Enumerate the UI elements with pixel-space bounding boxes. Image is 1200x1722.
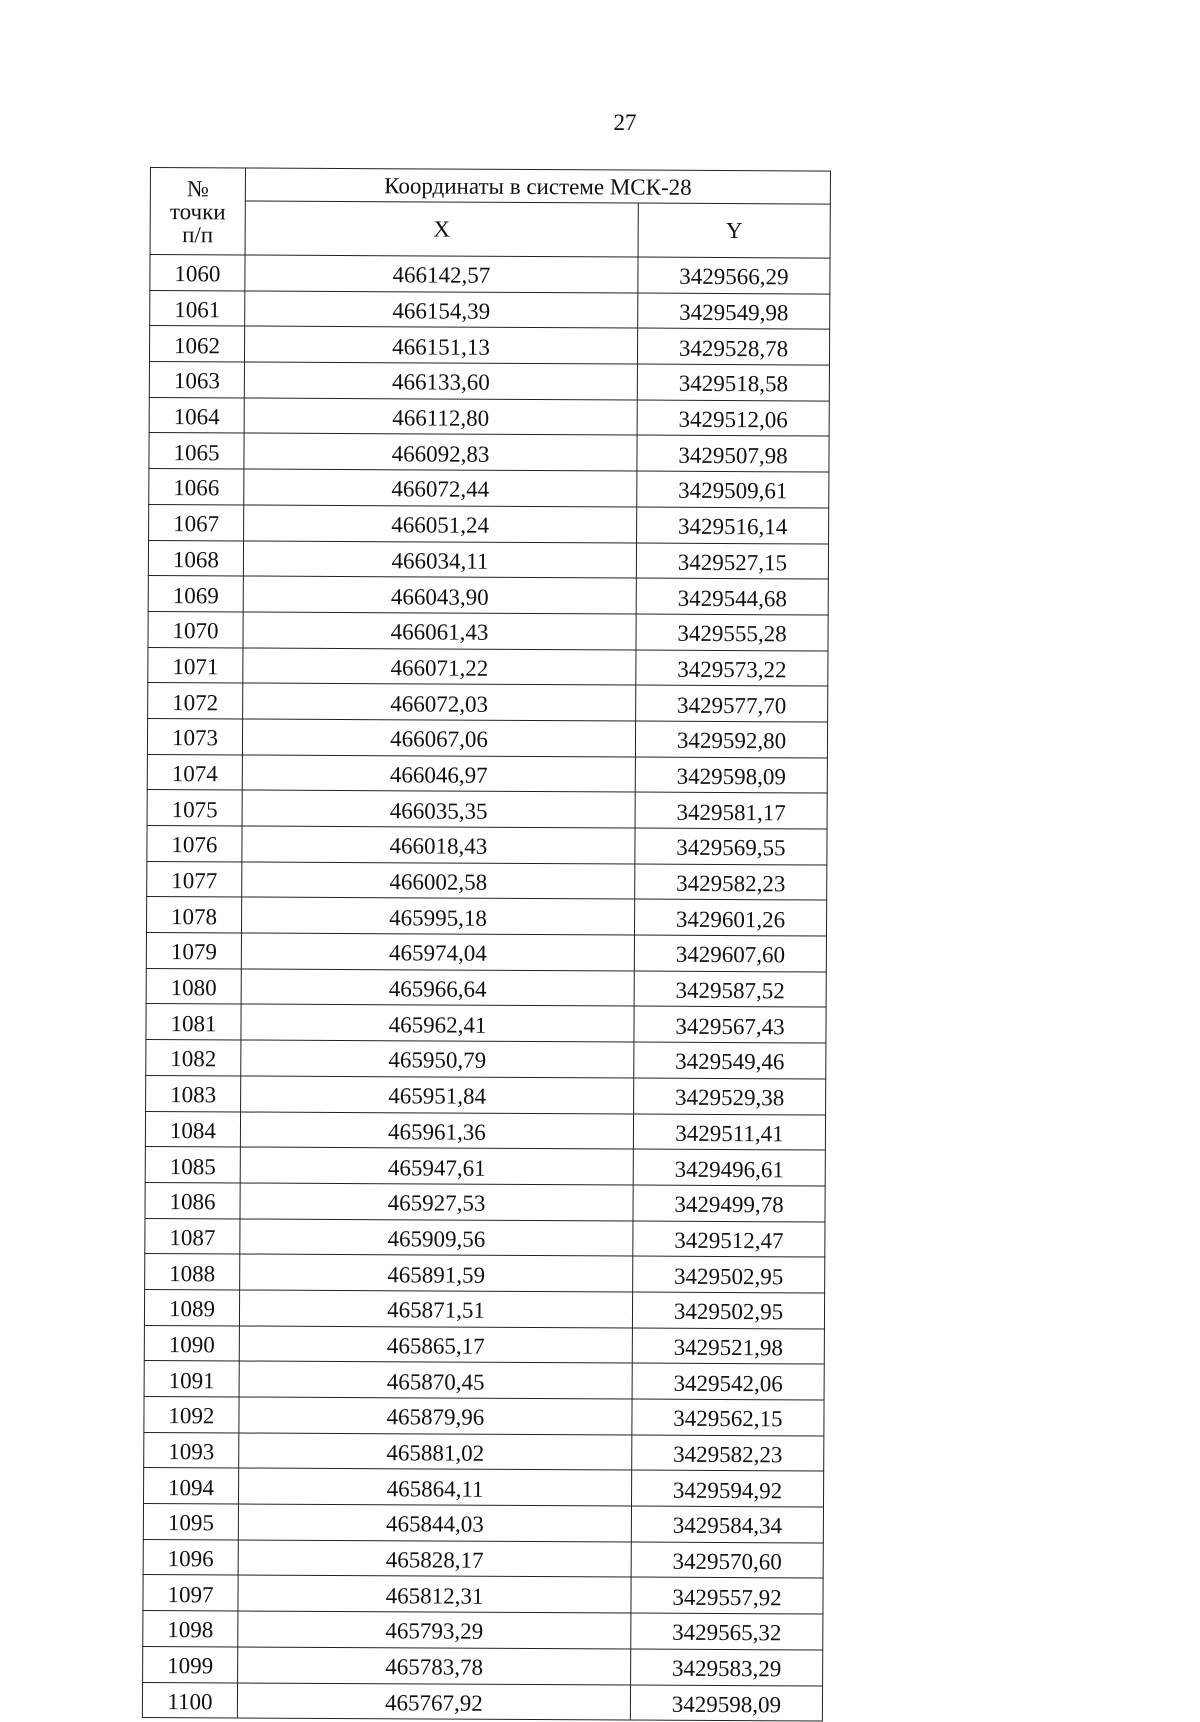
point-number-cell: 1098 (143, 1611, 238, 1647)
x-coordinate-cell: 465828,17 (238, 1540, 631, 1578)
y-coordinate-cell: 3429511,41 (633, 1114, 825, 1151)
x-coordinate-cell: 465767,92 (237, 1682, 630, 1720)
table-row (143, 1504, 823, 1543)
point-number-header-line-1: № (186, 175, 209, 201)
point-number-cell: 1096 (143, 1539, 238, 1575)
point-number-cell: 1077 (147, 861, 242, 897)
table-row (144, 1289, 824, 1328)
point-number-header-line-3: п/п (182, 221, 214, 247)
x-coordinate-cell: 466071,22 (243, 648, 636, 686)
point-number-cell: 1078 (146, 897, 241, 933)
point-number-header-line-2: точки (169, 198, 226, 224)
y-coordinate-cell: 3429528,78 (637, 328, 829, 365)
x-column-header: X (245, 201, 638, 257)
table-row (145, 1254, 825, 1293)
x-coordinate-cell: 465870,45 (239, 1361, 632, 1399)
table-row (149, 362, 829, 401)
x-coordinate-cell: 466018,43 (242, 826, 635, 864)
table-row (150, 290, 830, 329)
y-coordinate-cell: 3429592,80 (635, 721, 827, 758)
y-coordinate-cell: 3429521,98 (632, 1328, 824, 1365)
y-coordinate-cell: 3429502,95 (633, 1256, 825, 1293)
y-coordinate-cell: 3429567,43 (634, 1006, 826, 1043)
x-coordinate-cell: 465947,61 (240, 1147, 633, 1185)
x-coordinate-cell: 465812,31 (238, 1575, 631, 1613)
y-coordinate-cell: 3429555,28 (636, 614, 828, 651)
x-coordinate-cell: 465951,84 (241, 1076, 634, 1114)
x-coordinate-cell: 466035,35 (242, 790, 635, 828)
point-number-cell: 1089 (144, 1289, 239, 1325)
x-coordinate-cell: 465927,53 (240, 1183, 633, 1221)
table-row (143, 1575, 823, 1614)
table-row (147, 861, 827, 900)
table-row (144, 1468, 824, 1507)
x-coordinate-cell: 465879,96 (239, 1397, 632, 1435)
point-number-cell: 1085 (145, 1147, 240, 1183)
point-number-cell: 1087 (145, 1218, 240, 1254)
x-coordinate-cell: 465871,51 (239, 1290, 632, 1328)
y-coordinate-cell: 3429507,98 (637, 435, 829, 472)
point-number-cell: 1074 (147, 754, 242, 790)
y-coordinate-cell: 3429565,32 (631, 1613, 823, 1650)
y-coordinate-cell: 3429518,58 (637, 364, 829, 401)
x-coordinate-cell: 466067,06 (242, 719, 635, 757)
table-row (148, 683, 828, 722)
y-coordinate-cell: 3429549,46 (634, 1042, 826, 1079)
table-row (145, 1111, 825, 1150)
point-number-cell: 1068 (148, 540, 243, 576)
y-coordinate-cell: 3429566,29 (638, 257, 830, 294)
table-row (147, 754, 827, 793)
page-number: 27 (613, 110, 637, 135)
table-row (145, 1182, 825, 1221)
x-coordinate-cell: 466043,90 (243, 576, 636, 614)
table-row (148, 576, 828, 615)
x-coordinate-cell: 466061,43 (243, 612, 636, 650)
table-row (145, 1147, 825, 1186)
table-row (145, 1218, 825, 1257)
x-coordinate-cell: 465950,79 (241, 1040, 634, 1078)
y-coordinate-cell: 3429529,38 (634, 1078, 826, 1115)
x-coordinate-cell: 466072,03 (243, 683, 636, 721)
table-row (144, 1432, 824, 1471)
x-coordinate-cell: 466133,60 (244, 362, 637, 400)
y-coordinate-cell: 3429587,52 (634, 971, 826, 1008)
x-coordinate-cell: 465844,03 (238, 1504, 631, 1542)
table-row (143, 1611, 823, 1650)
x-coordinate-cell: 465966,64 (241, 969, 634, 1007)
point-number-cell: 1100 (142, 1682, 237, 1718)
table-row (150, 255, 830, 294)
x-coordinate-cell: 466142,57 (245, 255, 638, 293)
x-coordinate-cell: 466154,39 (245, 291, 638, 329)
point-number-cell: 1082 (146, 1040, 241, 1076)
x-coordinate-cell: 465909,56 (240, 1219, 633, 1257)
point-number-cell: 1072 (148, 683, 243, 719)
y-coordinate-cell: 3429598,09 (630, 1685, 822, 1722)
table-row (144, 1396, 824, 1435)
table-row (146, 933, 826, 972)
x-coordinate-cell: 465961,36 (240, 1111, 633, 1149)
table-row (149, 433, 829, 472)
table-row (146, 897, 826, 936)
x-coordinate-cell: 466112,80 (244, 398, 637, 436)
y-coordinate-cell: 3429598,09 (635, 757, 827, 794)
coordinates-table (142, 167, 831, 1722)
table-row (146, 1004, 826, 1043)
point-number-cell: 1069 (148, 576, 243, 612)
y-coordinate-cell: 3429569,55 (635, 828, 827, 865)
table-row (146, 1075, 826, 1114)
point-number-cell: 1079 (146, 933, 241, 969)
x-coordinate-cell: 465891,59 (240, 1254, 633, 1292)
point-number-cell: 1076 (147, 825, 242, 861)
table-row (146, 968, 826, 1007)
y-coordinate-cell: 3429607,60 (634, 935, 826, 972)
y-coordinate-cell: 3429594,92 (631, 1470, 823, 1507)
y-coordinate-cell: 3429570,60 (631, 1542, 823, 1579)
point-number-header (150, 168, 245, 255)
point-number-cell: 1080 (146, 968, 241, 1004)
y-coordinate-cell: 3429512,06 (637, 400, 829, 437)
point-number-cell: 1075 (147, 790, 242, 826)
table-row (143, 1539, 823, 1578)
x-coordinate-cell: 465974,04 (241, 933, 634, 971)
x-coordinate-cell: 466072,44 (244, 469, 637, 507)
y-coordinate-cell: 3429582,23 (632, 1435, 824, 1472)
y-column-header: Y (638, 203, 830, 258)
y-coordinate-cell: 3429512,47 (633, 1221, 825, 1258)
point-number-cell: 1067 (149, 504, 244, 540)
x-coordinate-cell: 465864,11 (239, 1468, 632, 1506)
x-coordinate-cell: 465962,41 (241, 1004, 634, 1042)
point-number-cell: 1086 (145, 1182, 240, 1218)
point-number-cell: 1095 (143, 1504, 238, 1540)
y-coordinate-cell: 3429549,98 (638, 293, 830, 330)
y-coordinate-cell: 3429499,78 (633, 1185, 825, 1222)
x-coordinate-cell: 466002,58 (242, 862, 635, 900)
point-number-cell: 1061 (150, 290, 245, 326)
table-row (149, 326, 829, 365)
point-number-cell: 1097 (143, 1575, 238, 1611)
coordinate-system-header: Координаты в системе МСК-28 (245, 168, 830, 204)
point-number-cell: 1081 (146, 1004, 241, 1040)
y-coordinate-cell: 3429562,15 (632, 1399, 824, 1436)
point-number-cell: 1073 (147, 718, 242, 754)
point-number-cell: 1093 (144, 1432, 239, 1468)
table-row (144, 1325, 824, 1364)
y-coordinate-cell: 3429527,15 (636, 543, 828, 580)
y-coordinate-cell: 3429516,14 (637, 507, 829, 544)
y-coordinate-cell: 3429502,95 (632, 1292, 824, 1329)
point-number-cell: 1092 (144, 1396, 239, 1432)
x-coordinate-cell: 465865,17 (239, 1326, 632, 1364)
table-row (148, 611, 828, 650)
table-row (149, 397, 829, 436)
point-number-cell: 1094 (144, 1468, 239, 1504)
y-coordinate-cell: 3429573,22 (636, 650, 828, 687)
y-coordinate-cell: 3429581,17 (635, 792, 827, 829)
table-row (147, 825, 827, 864)
point-number-cell: 1063 (149, 362, 244, 398)
y-coordinate-cell: 3429544,68 (636, 578, 828, 615)
x-coordinate-cell: 465881,02 (239, 1433, 632, 1471)
point-number-cell: 1070 (148, 611, 243, 647)
y-coordinate-cell: 3429542,06 (632, 1363, 824, 1400)
x-coordinate-cell: 466051,24 (244, 505, 637, 543)
y-coordinate-cell: 3429583,29 (631, 1649, 823, 1686)
table-row (147, 790, 827, 829)
point-number-cell: 1083 (146, 1075, 241, 1111)
point-number-cell: 1084 (145, 1111, 240, 1147)
y-coordinate-cell: 3429557,92 (631, 1577, 823, 1614)
x-coordinate-cell: 466092,83 (244, 433, 637, 471)
point-number-cell: 1091 (144, 1361, 239, 1397)
point-number-cell: 1065 (149, 433, 244, 469)
y-coordinate-cell: 3429577,70 (636, 685, 828, 722)
y-coordinate-cell: 3429509,61 (637, 471, 829, 508)
y-coordinate-cell: 3429582,23 (635, 864, 827, 901)
table-row (143, 1646, 823, 1685)
table-row (147, 718, 827, 757)
point-number-cell: 1062 (149, 326, 244, 362)
point-number-cell: 1088 (145, 1254, 240, 1290)
y-coordinate-cell: 3429601,26 (634, 899, 826, 936)
y-coordinate-cell: 3429584,34 (631, 1506, 823, 1543)
x-coordinate-cell: 465793,29 (238, 1611, 631, 1649)
x-coordinate-cell: 466034,11 (243, 540, 636, 578)
point-number-cell: 1090 (144, 1325, 239, 1361)
x-coordinate-cell: 466151,13 (244, 326, 637, 364)
table-row (148, 540, 828, 579)
table-row (149, 504, 829, 543)
x-coordinate-cell: 466046,97 (242, 755, 635, 793)
x-coordinate-cell: 465783,78 (238, 1647, 631, 1685)
point-number-cell: 1060 (150, 255, 245, 291)
table-row (149, 469, 829, 508)
table-header (150, 168, 830, 259)
x-coordinate-cell: 465995,18 (241, 897, 634, 935)
point-number-cell: 1071 (148, 647, 243, 683)
table-row (146, 1040, 826, 1079)
table-row (142, 1682, 822, 1721)
table-body (142, 255, 830, 1722)
y-coordinate-cell: 3429496,61 (633, 1149, 825, 1186)
point-number-cell: 1066 (149, 469, 244, 505)
point-number-cell: 1099 (143, 1646, 238, 1682)
table-row (144, 1361, 824, 1400)
point-number-cell: 1064 (149, 397, 244, 433)
table-row (148, 647, 828, 686)
